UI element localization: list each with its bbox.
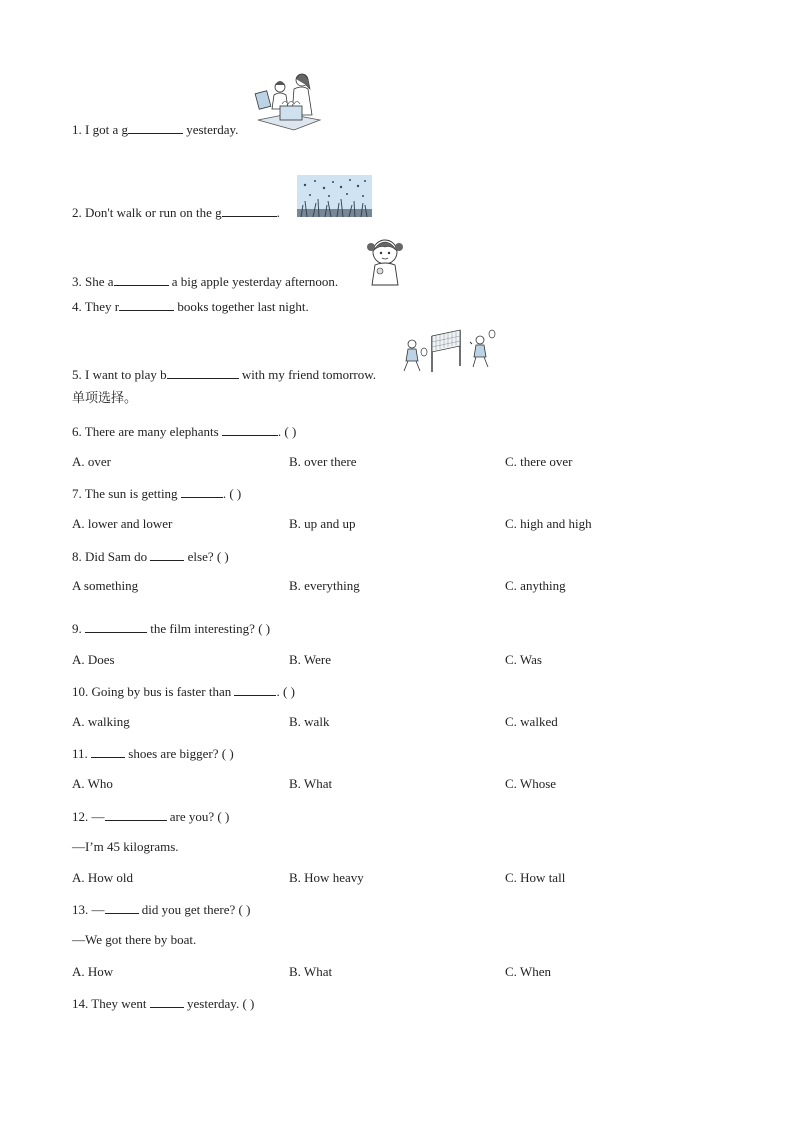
badminton-picture <box>398 326 500 376</box>
option-a[interactable]: A. over <box>72 454 111 469</box>
answer-blank[interactable] <box>119 298 174 311</box>
blank-suffix: . <box>276 205 280 220</box>
question-stem-end: else? ( ) <box>184 549 229 564</box>
blank-suffix: a big apple yesterday afternoon. <box>168 274 339 289</box>
question-7 <box>72 485 241 502</box>
answer-blank[interactable] <box>105 901 139 914</box>
answer-blank[interactable] <box>181 485 223 498</box>
question-stem: 14. They went <box>72 996 150 1011</box>
blank-prefix: 4. They r <box>72 299 120 314</box>
option-c[interactable]: C. anything <box>505 578 566 593</box>
blank-prefix: 3. She a <box>72 274 114 289</box>
fill-blank-3 <box>72 273 338 290</box>
option-b[interactable]: B. everything <box>289 578 360 593</box>
blank-prefix: 2. Don't walk or run on the g <box>72 205 222 220</box>
question-8 <box>72 548 229 565</box>
option-a[interactable]: A. Does <box>72 652 115 667</box>
question-stem: 9. <box>72 621 85 636</box>
reply-line: —We got there by boat. <box>72 932 197 947</box>
fill-blank-5 <box>72 366 376 383</box>
option-b[interactable]: B. What <box>289 964 333 979</box>
question-6 <box>72 423 296 440</box>
fill-blank-2 <box>72 204 280 221</box>
blank-suffix: books together last night. <box>174 299 309 314</box>
blank-suffix: with my friend tomorrow. <box>238 367 377 382</box>
question-stem-end: are you? ( ) <box>166 809 230 824</box>
question-stem-end: yesterday. ( ) <box>183 996 255 1011</box>
question-10 <box>72 683 295 700</box>
answer-blank[interactable] <box>222 423 278 436</box>
option-a[interactable]: A. lower and lower <box>72 516 173 531</box>
grass-picture <box>297 175 372 217</box>
option-c[interactable]: C. walked <box>505 714 558 729</box>
option-b[interactable]: B. walk <box>289 714 330 729</box>
option-a[interactable]: A. Who <box>72 776 113 791</box>
option-a[interactable]: A. How old <box>72 870 134 885</box>
answer-blank[interactable] <box>128 121 183 134</box>
blank-prefix: 5. I want to play b <box>72 367 167 382</box>
question-14 <box>72 995 254 1012</box>
question-12 <box>72 808 229 825</box>
fill-blank-4 <box>72 298 309 315</box>
question-stem-end: . ( ) <box>276 684 295 699</box>
option-a[interactable]: A something <box>72 578 139 593</box>
answer-blank[interactable] <box>105 808 167 821</box>
question-stem: 10. Going by bus is faster than <box>72 684 235 699</box>
question-stem-end: . ( ) <box>222 486 242 501</box>
option-a[interactable]: A. walking <box>72 714 130 729</box>
option-c[interactable]: C. there over <box>505 454 573 469</box>
option-c[interactable]: C. Was <box>505 652 542 667</box>
question-13 <box>72 901 250 918</box>
answer-blank[interactable] <box>234 683 276 696</box>
section-heading: 单项选择。 <box>72 391 138 406</box>
option-c[interactable]: C. When <box>505 964 551 979</box>
question-stem: 6. There are many elephants <box>72 424 222 439</box>
answer-blank[interactable] <box>222 204 277 217</box>
option-c[interactable]: C. high and high <box>505 516 592 531</box>
reply-line: —I’m 45 kilograms. <box>72 839 179 854</box>
question-11 <box>72 745 234 762</box>
question-9 <box>72 620 270 637</box>
option-c[interactable]: C. How tall <box>505 870 566 885</box>
answer-blank[interactable] <box>150 995 184 1008</box>
option-b[interactable]: B. How heavy <box>289 870 364 885</box>
fill-blank-1 <box>72 121 238 138</box>
blank-prefix: 1. I got a g <box>72 122 128 137</box>
answer-blank[interactable] <box>167 366 239 379</box>
answer-blank[interactable] <box>150 548 184 561</box>
option-c[interactable]: C. Whose <box>505 776 557 791</box>
question-stem: 7. The sun is getting <box>72 486 181 501</box>
option-b[interactable]: B. What <box>289 776 333 791</box>
option-b[interactable]: B. over there <box>289 454 357 469</box>
question-stem-end: did you get there? ( ) <box>138 902 251 917</box>
question-stem: 12. — <box>72 809 105 824</box>
question-stem-end: shoes are bigger? ( ) <box>125 746 234 761</box>
blank-suffix: yesterday. <box>182 122 239 137</box>
question-stem-end: . ( ) <box>277 424 297 439</box>
option-a[interactable]: A. How <box>72 964 114 979</box>
option-b[interactable]: B. Were <box>289 652 332 667</box>
gift-picture <box>254 70 322 132</box>
question-stem: 11. <box>72 746 92 761</box>
question-stem-end: the film interesting? ( ) <box>147 621 271 636</box>
question-stem: 13. — <box>72 902 105 917</box>
question-stem: 8. Did Sam do <box>72 549 151 564</box>
answer-blank[interactable] <box>91 745 125 758</box>
answer-blank[interactable] <box>114 273 169 286</box>
girl-picture <box>363 235 408 287</box>
answer-blank[interactable] <box>85 620 147 633</box>
option-b[interactable]: B. up and up <box>289 516 356 531</box>
